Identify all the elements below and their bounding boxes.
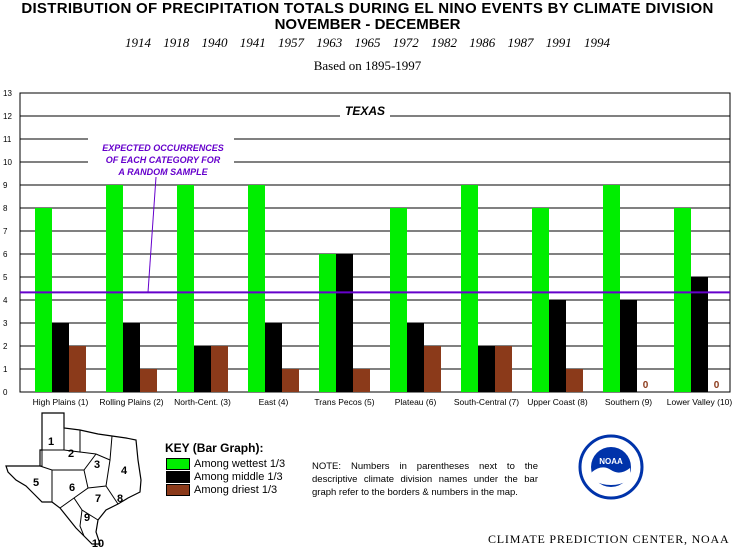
logo-text: NOAA bbox=[599, 457, 623, 466]
annotation-line: EXPECTED OCCURRENCES bbox=[102, 143, 224, 153]
key-swatch-driest bbox=[166, 484, 190, 496]
bar-driest bbox=[353, 369, 370, 392]
bar-middle bbox=[620, 300, 637, 392]
bar-wettest bbox=[177, 185, 194, 392]
bar-middle bbox=[478, 346, 495, 392]
bar-wettest bbox=[248, 185, 265, 392]
division-number: 2 bbox=[67, 448, 75, 460]
bar-wettest bbox=[674, 208, 691, 392]
texas-division-map bbox=[0, 410, 150, 547]
chart-title: DISTRIBUTION OF PRECIPITATION TOTALS DURING EL NINO EVENTS BY CLIMATE DIVISION bbox=[21, 0, 714, 17]
bar-driest bbox=[566, 369, 583, 392]
y-tick-label: 0 bbox=[3, 388, 8, 397]
bar-wettest bbox=[319, 254, 336, 392]
bar-driest bbox=[140, 369, 157, 392]
y-tick-label: 9 bbox=[3, 181, 8, 190]
bar-driest bbox=[211, 346, 228, 392]
x-category-label: East (4) bbox=[258, 397, 289, 407]
division-number: 5 bbox=[32, 477, 40, 489]
annotation-pointer bbox=[148, 177, 156, 292]
bar-wettest bbox=[603, 185, 620, 392]
zero-value-label: 0 bbox=[642, 380, 649, 391]
x-category-label: Plateau (6) bbox=[394, 397, 437, 407]
y-tick-label: 7 bbox=[3, 227, 8, 236]
bar-wettest bbox=[35, 208, 52, 392]
bar-middle bbox=[123, 323, 140, 392]
y-tick-label: 2 bbox=[3, 342, 8, 351]
annotation-line: A RANDOM SAMPLE bbox=[118, 167, 208, 177]
key-item-middle bbox=[166, 471, 283, 485]
x-category-label: Trans Pecos (5) bbox=[314, 397, 375, 407]
y-tick-label: 12 bbox=[3, 112, 12, 121]
key-title: KEY (Bar Graph): bbox=[165, 441, 264, 455]
bar-middle bbox=[52, 323, 69, 392]
map-note: NOTE: Numbers in parentheses next to the descriptive climate division names under the bar graph refer to the borders & numbers in the map. bbox=[312, 461, 538, 498]
bar-middle bbox=[336, 254, 353, 392]
bar-driest bbox=[282, 369, 299, 392]
key-swatch-wettest bbox=[166, 458, 190, 470]
bar-middle bbox=[194, 346, 211, 392]
x-category-label: South-Central (7) bbox=[453, 397, 520, 407]
division-number: 1 bbox=[47, 436, 55, 448]
division-number: 10 bbox=[91, 538, 105, 547]
texas-outline bbox=[6, 413, 141, 544]
x-category-label: Rolling Plains (2) bbox=[99, 397, 164, 407]
x-category-label: Southern (9) bbox=[604, 397, 653, 407]
annotation-line: OF EACH CATEGORY FOR bbox=[105, 155, 221, 165]
bar-driest bbox=[495, 346, 512, 392]
bar-driest bbox=[69, 346, 86, 392]
key-label: Among wettest 1/3 bbox=[194, 458, 286, 470]
y-tick-label: 1 bbox=[3, 365, 8, 374]
division-number: 3 bbox=[93, 459, 101, 471]
key-label: Among middle 1/3 bbox=[194, 471, 283, 483]
climatology-basis: Based on 1895-1997 bbox=[313, 58, 422, 73]
division-number: 7 bbox=[94, 493, 102, 505]
y-tick-label: 6 bbox=[3, 250, 8, 259]
y-tick-label: 10 bbox=[3, 158, 12, 167]
key-label: Among driest 1/3 bbox=[194, 484, 278, 496]
x-category-label: Lower Valley (10) bbox=[666, 397, 733, 407]
chart-title-texas: TEXAS bbox=[344, 104, 386, 118]
division-number: 8 bbox=[116, 493, 124, 505]
x-category-label: North-Cent. (3) bbox=[174, 397, 231, 407]
bar-wettest bbox=[532, 208, 549, 392]
bar-chart bbox=[0, 85, 735, 410]
key-item-driest bbox=[166, 484, 277, 498]
credit-line: CLIMATE PREDICTION CENTER, NOAA bbox=[488, 532, 730, 546]
y-tick-label: 3 bbox=[3, 319, 8, 328]
x-category-label: Upper Coast (8) bbox=[527, 397, 588, 407]
y-tick-label: 5 bbox=[3, 273, 8, 282]
bar-middle bbox=[691, 277, 708, 392]
bar-middle bbox=[265, 323, 282, 392]
key-swatch-middle bbox=[166, 471, 190, 483]
bar-wettest bbox=[461, 185, 478, 392]
bar-wettest bbox=[106, 185, 123, 392]
y-tick-label: 4 bbox=[3, 296, 8, 305]
y-tick-label: 11 bbox=[3, 135, 12, 144]
bar-driest bbox=[424, 346, 441, 392]
bar-middle bbox=[407, 323, 424, 392]
division-number: 9 bbox=[83, 512, 91, 524]
zero-value-label: 0 bbox=[713, 380, 720, 391]
y-tick-label: 8 bbox=[3, 204, 8, 213]
bar-middle bbox=[549, 300, 566, 392]
x-category-label: High Plains (1) bbox=[32, 397, 89, 407]
division-number: 4 bbox=[120, 465, 128, 477]
division-number: 6 bbox=[68, 482, 76, 494]
bar-wettest bbox=[390, 208, 407, 392]
noaa-logo bbox=[578, 434, 644, 500]
key-item-wettest bbox=[166, 458, 285, 472]
season-subtitle: NOVEMBER - DECEMBER bbox=[274, 16, 461, 33]
y-tick-label: 13 bbox=[3, 89, 12, 98]
el-nino-years: 1914 1918 1940 1941 1957 1963 1965 1972 1982 1986 1987 1991 1994 bbox=[125, 35, 610, 50]
